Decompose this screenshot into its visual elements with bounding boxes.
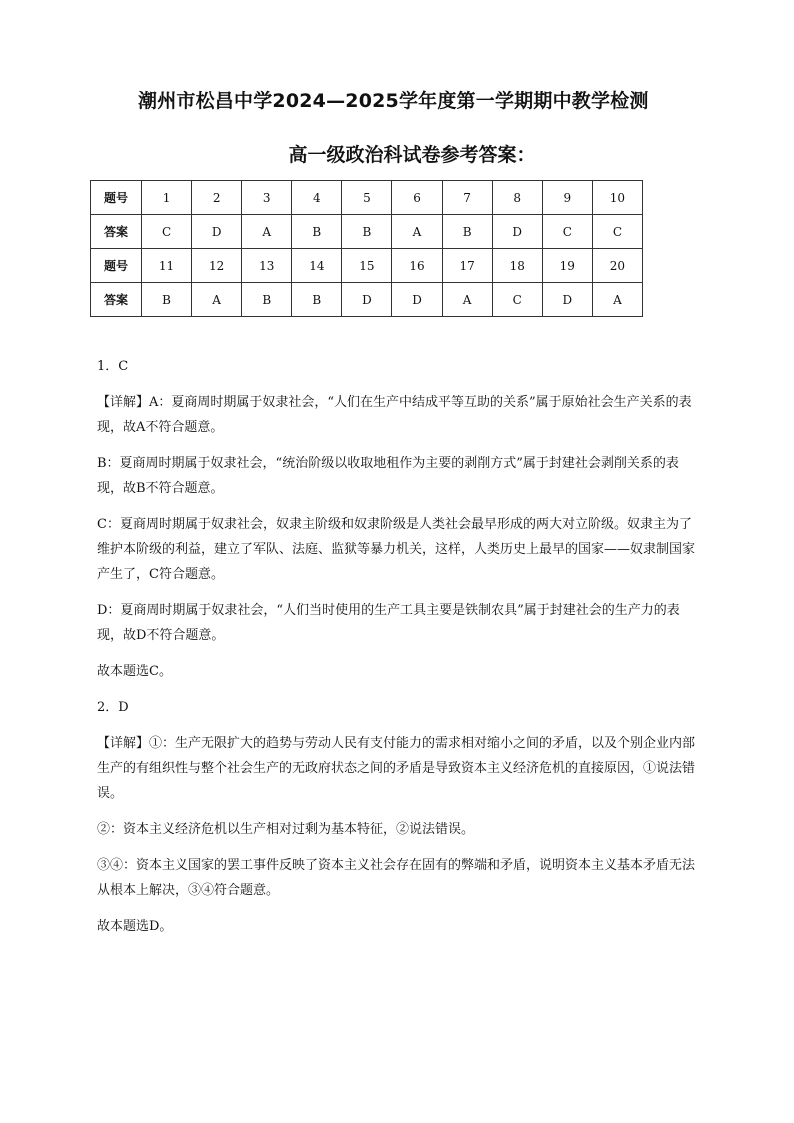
row-label-answer: 答案 bbox=[91, 283, 142, 317]
question-number-cell: 7 bbox=[442, 181, 492, 215]
answer-cell: B bbox=[292, 215, 342, 249]
answer-explanations bbox=[97, 354, 697, 950]
question-number-cell: 12 bbox=[192, 249, 242, 283]
question-2-answer: 2．D bbox=[97, 700, 129, 715]
question-number-cell: 18 bbox=[492, 249, 542, 283]
question-number-cell: 5 bbox=[342, 181, 392, 215]
answer-cell: D bbox=[342, 283, 392, 317]
answer-cell: A bbox=[592, 283, 642, 317]
row-label-answer: 答案 bbox=[91, 215, 142, 249]
question-1-answer: 1．C bbox=[97, 359, 129, 374]
question-number-cell: 3 bbox=[242, 181, 292, 215]
question-1-conclusion: 故本题选C。 bbox=[97, 664, 172, 679]
question-1-explanation-a: 【详解】A：夏商周时期属于奴隶社会，“人们在生产中结成平等互助的关系”属于原始社会生产关系的表现，故A不符合题意。 bbox=[97, 395, 692, 435]
question-1-explanation-c: C：夏商周时期属于奴隶社会，奴隶主阶级和奴隶阶级是人类社会最早形成的两大对立阶级。奴隶主为了维护本阶级的利益，建立了军队、法庭、监狱等暴力机关，这样，人类历史上最早的国家——奴隶制国家产生了，C符合题意。 bbox=[97, 517, 696, 582]
answer-cell: A bbox=[192, 283, 242, 317]
question-number-cell: 20 bbox=[592, 249, 642, 283]
question-number-cell: 13 bbox=[242, 249, 292, 283]
answer-table bbox=[90, 180, 643, 317]
question-number-cell: 2 bbox=[192, 181, 242, 215]
answer-cell: C bbox=[542, 215, 592, 249]
answer-cell: C bbox=[142, 215, 192, 249]
question-1-explanation-d: D：夏商周时期属于奴隶社会，“人们当时使用的生产工具主要是铁制农具”属于封建社会的生产力的表现，故D不符合题意。 bbox=[97, 603, 680, 643]
question-1-explanation-b: B：夏商周时期属于奴隶社会，“统治阶级以收取地租作为主要的剥削方式”属于封建社会剥削关系的表现，故B不符合题意。 bbox=[97, 456, 679, 496]
answer-cell: C bbox=[492, 283, 542, 317]
question-2-explanation-2: ②：资本主义经济危机以生产相对过剩为基本特征，②说法错误。 bbox=[97, 822, 475, 837]
table-row bbox=[91, 215, 643, 249]
question-number-cell: 16 bbox=[392, 249, 442, 283]
question-number-cell: 10 bbox=[592, 181, 642, 215]
question-number-cell: 6 bbox=[392, 181, 442, 215]
question-number-cell: 14 bbox=[292, 249, 342, 283]
document-subtitle: 高一级政治科试卷参考答案： bbox=[288, 144, 536, 166]
question-number-cell: 8 bbox=[492, 181, 542, 215]
answer-cell: B bbox=[442, 215, 492, 249]
answer-cell: D bbox=[192, 215, 242, 249]
answer-cell: D bbox=[492, 215, 542, 249]
row-label-number: 题号 bbox=[91, 249, 142, 283]
answer-cell: B bbox=[242, 283, 292, 317]
answer-cell: C bbox=[592, 215, 642, 249]
question-2-explanation-34: ③④：资本主义国家的罢工事件反映了资本主义社会存在固有的弊端和矛盾，说明资本主义基本矛盾无法从根本上解决，③④符合题意。 bbox=[97, 858, 696, 898]
answer-cell: B bbox=[342, 215, 392, 249]
question-2-explanation-1: 【详解】①：生产无限扩大的趋势与劳动人民有支付能力的需求相对缩小之间的矛盾，以及个别企业内部生产的有组织性与整个社会生产的无政府状态之间的矛盾是导致资本主义经济危机的直接原因，①说法错误。 bbox=[97, 736, 696, 801]
question-number-cell: 4 bbox=[292, 181, 342, 215]
document-title: 潮州市松昌中学2024—2025学年度第一学期期中教学检测 bbox=[138, 90, 649, 112]
question-number-cell: 17 bbox=[442, 249, 492, 283]
answer-cell: D bbox=[392, 283, 442, 317]
row-label-number: 题号 bbox=[91, 181, 142, 215]
answer-cell: B bbox=[292, 283, 342, 317]
question-2-conclusion: 故本题选D。 bbox=[97, 919, 173, 934]
question-number-cell: 11 bbox=[142, 249, 192, 283]
table-row bbox=[91, 283, 643, 317]
table-row bbox=[91, 249, 643, 283]
question-number-cell: 19 bbox=[542, 249, 592, 283]
question-number-cell: 9 bbox=[542, 181, 592, 215]
question-number-cell: 15 bbox=[342, 249, 392, 283]
answer-cell: A bbox=[442, 283, 492, 317]
table-row bbox=[91, 181, 643, 215]
answer-cell: A bbox=[242, 215, 292, 249]
answer-cell: A bbox=[392, 215, 442, 249]
answer-cell: B bbox=[142, 283, 192, 317]
answer-cell: D bbox=[542, 283, 592, 317]
question-number-cell: 1 bbox=[142, 181, 192, 215]
